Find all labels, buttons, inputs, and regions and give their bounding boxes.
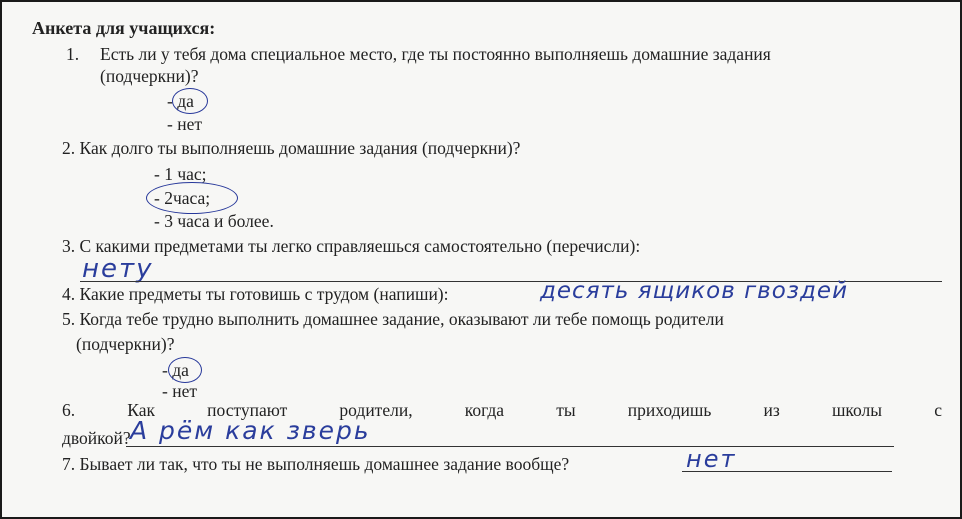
q1-text-line2: (подчеркни)?: [100, 66, 199, 86]
q6-word: из: [763, 400, 780, 420]
q2-option-3h: - 3 часа и более.: [154, 211, 274, 231]
q2-text: 2. Как долго ты выполняешь домашние задания (подчеркни)?: [62, 138, 521, 158]
q3-handwritten-answer: нету: [82, 254, 154, 284]
q1-option-yes: - да: [167, 91, 194, 111]
q7-text: 7. Бывает ли так, что ты не выполняешь домашнее задание вообще?: [62, 454, 570, 474]
q6-word: приходишь: [627, 400, 712, 420]
q6-word: родители,: [339, 400, 413, 420]
q7-handwritten-answer: нет: [686, 445, 737, 473]
q6-word: Как: [127, 400, 155, 420]
q5-option-no: - нет: [162, 381, 197, 401]
q6-word: 6.: [62, 400, 76, 420]
q1-text-line1: Есть ли у тебя дома специальное место, где ты постоянно выполняешь домашние задания: [100, 44, 771, 64]
q5-text-line1: 5. Когда тебе трудно выполнить домашнее задание, оказывают ли тебе помощь родители: [62, 309, 724, 329]
q6-word: с: [934, 400, 942, 420]
q1-number: 1.: [66, 44, 80, 64]
q6-text-line2: двойкой?: [62, 428, 131, 448]
q6-answer-line: [126, 446, 894, 447]
q6-handwritten-answer: А рём как зверь: [130, 416, 371, 445]
q6-word: когда: [464, 400, 505, 420]
q5-yes-circle-mark: [168, 357, 202, 383]
q5-text-line2: (подчеркни)?: [76, 334, 175, 354]
questionnaire-title: Анкета для учащихся:: [32, 18, 216, 38]
q1-yes-circle-mark: [172, 88, 208, 114]
q6-word: школы: [831, 400, 883, 420]
q2-option-1h: - 1 час;: [154, 164, 207, 184]
q4-text: 4. Какие предметы ты готовишь с трудом (напиши):: [62, 284, 449, 304]
q1-option-no: - нет: [167, 114, 202, 134]
q2-2h-circle-mark: [146, 182, 238, 214]
q2-option-2h: - 2часа;: [154, 188, 211, 208]
q3-text: 3. С какими предметами ты легко справляешься самостоятельно (перечисли):: [62, 236, 641, 256]
q5-option-yes: - да: [162, 360, 189, 380]
q7-answer-line: [682, 471, 892, 472]
q6-word: ты: [556, 400, 576, 420]
q6-word: поступают: [207, 400, 288, 420]
q4-handwritten-answer: десять ящиков гвоздей: [540, 278, 849, 304]
